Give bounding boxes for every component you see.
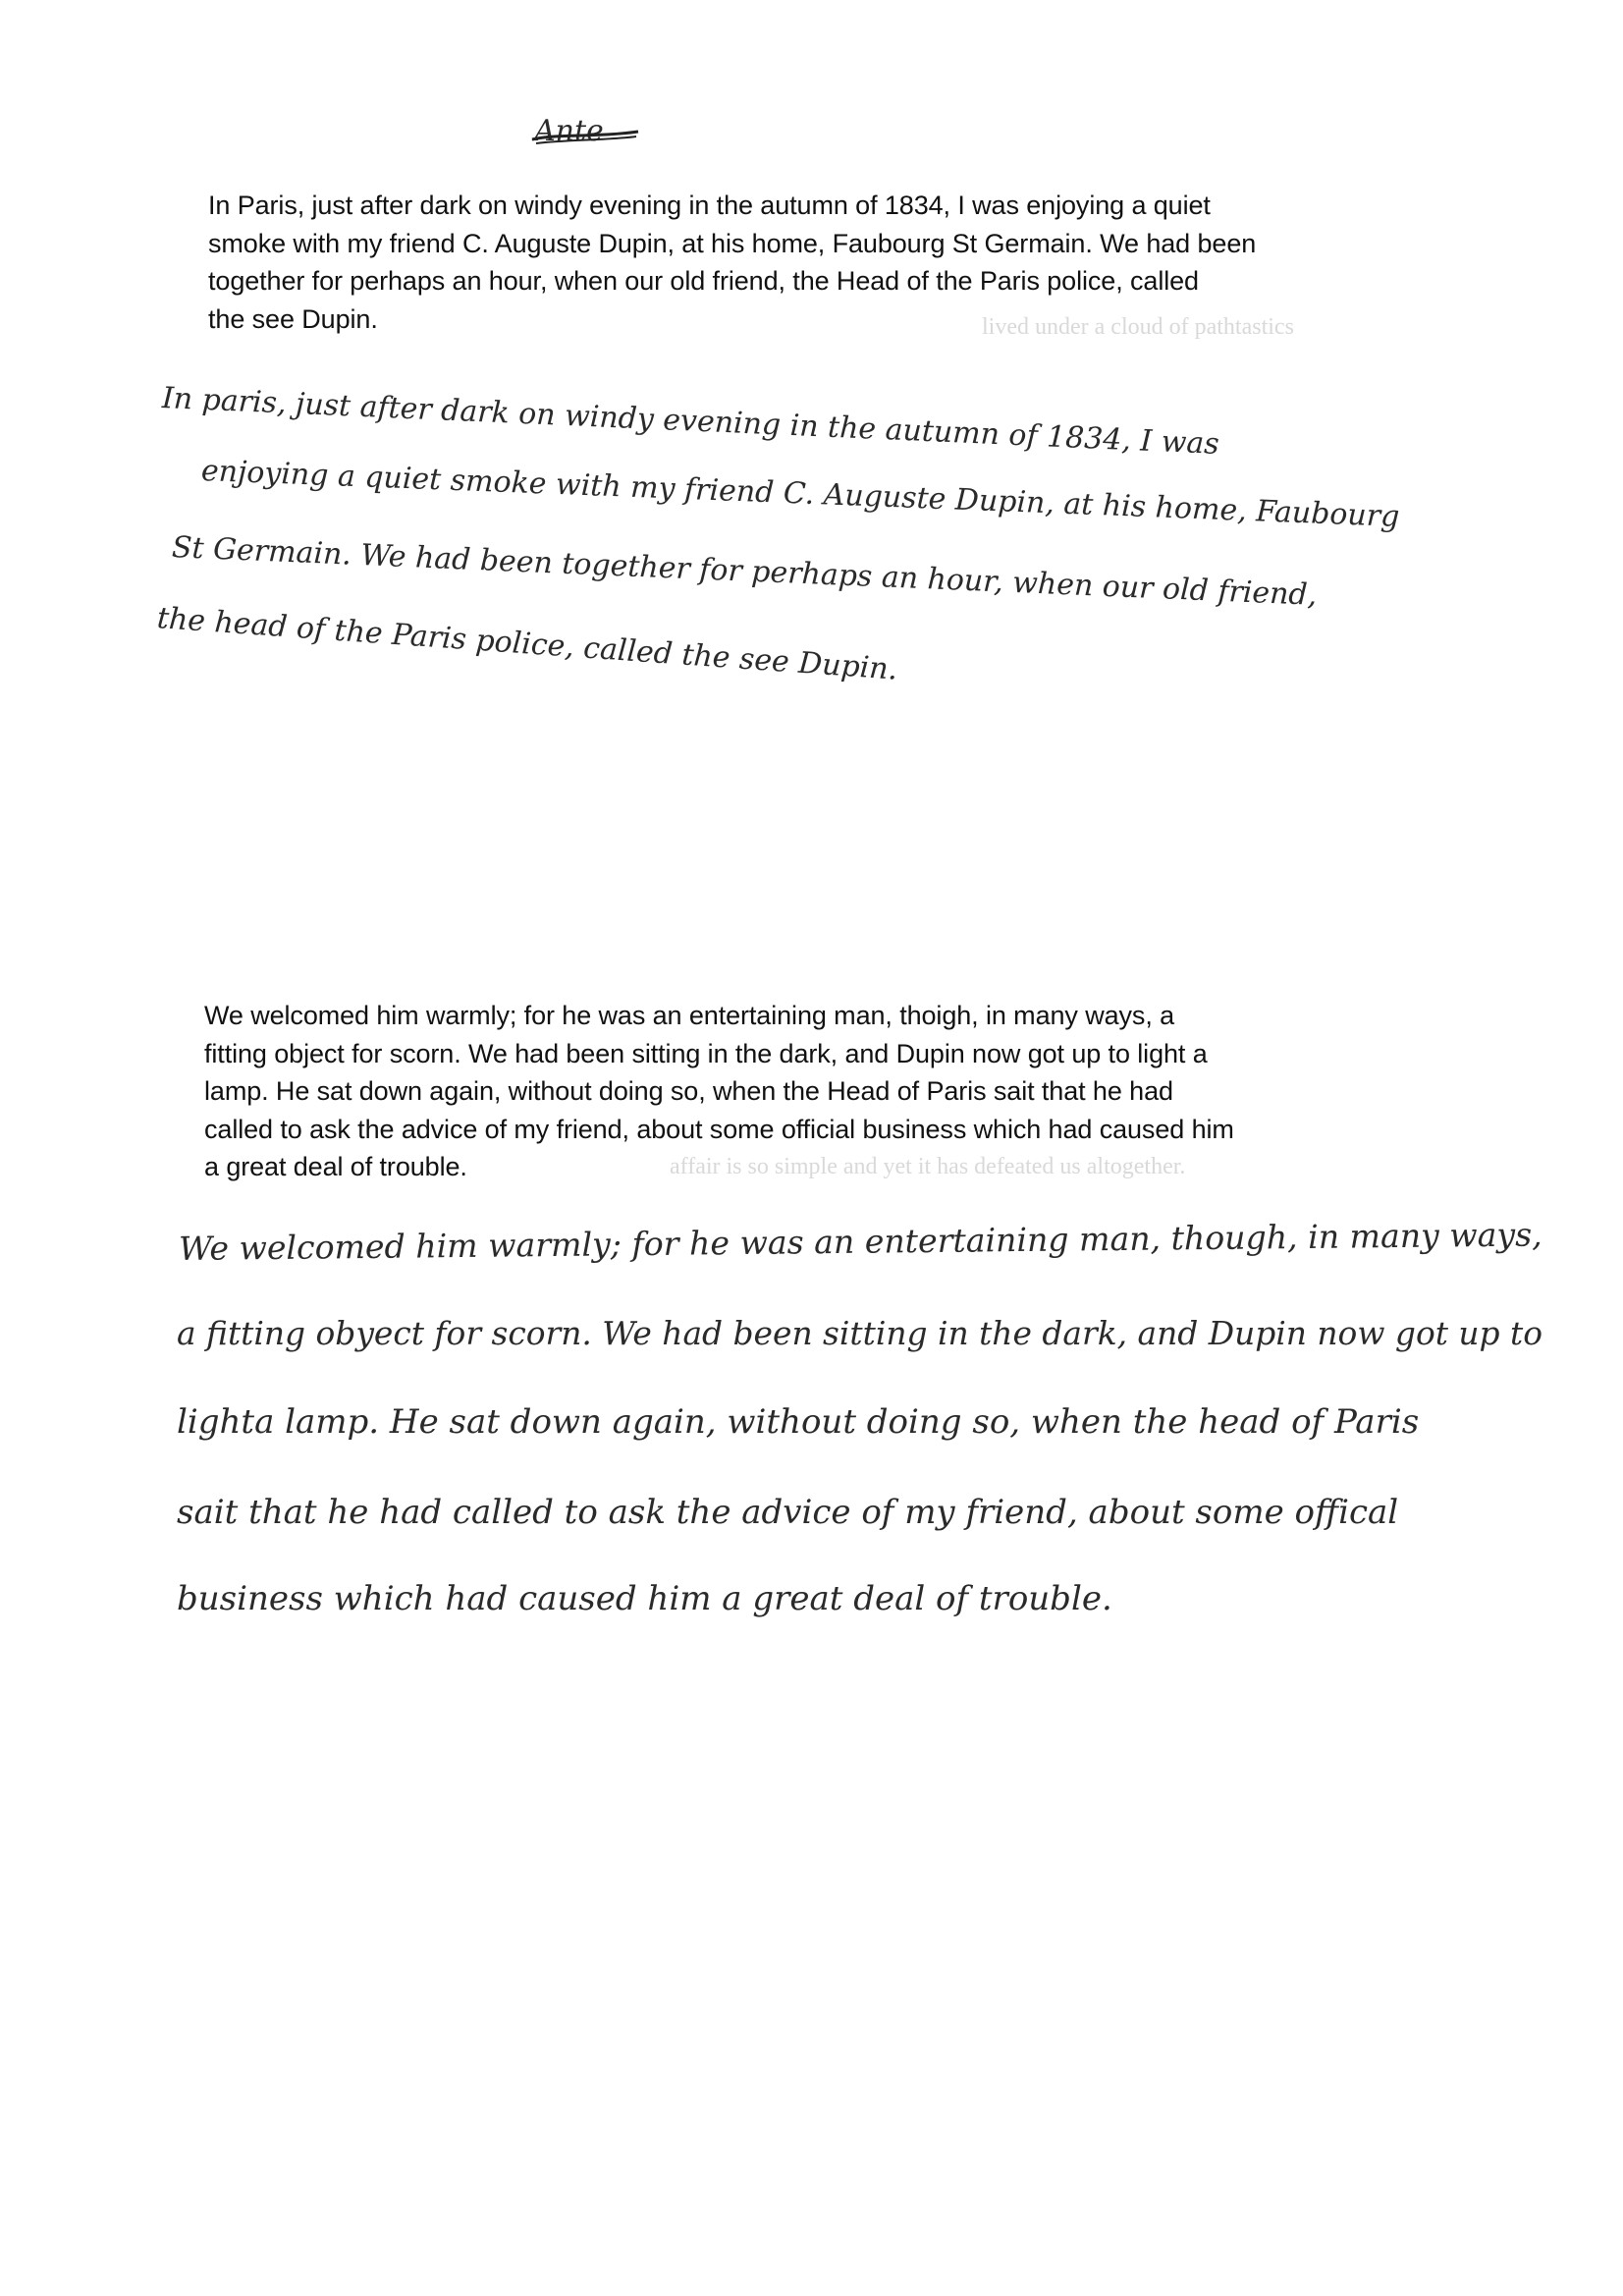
handwritten-line: business which had caused him a great deal of trouble. xyxy=(177,1579,1112,1618)
handwritten-line: We welcomed him warmly; for he was an entertaining man, though, in many ways, xyxy=(178,1215,1542,1268)
handwritten-line: enjoying a quiet smoke with my friend C. Auguste Dupin, at his home, Faubourg xyxy=(200,454,1400,534)
handwritten-line: St Germain. We had been together for perhaps an hour, when our old friend, xyxy=(171,530,1318,613)
handwritten-line: a fitting obyect for scorn. We had been sitting in the dark, and Dupin now got up to xyxy=(177,1314,1543,1352)
typed-passage-1: In Paris, just after dark on windy evening in the autumn of 1834, I was enjoying a quiet smoke with my friend C. Auguste Dupin, at his home, Faubourg St Germain. We had been together for perhaps an hour, when our old friend, the Head of the Paris police, called the see Dupin. xyxy=(208,191,1257,334)
handwritten-line: the head of the Paris police, called the see Dupin. xyxy=(155,601,899,687)
crossed-out-word-text: Ante xyxy=(534,114,604,148)
handwritten-line: sait that he had called to ask the advice of my friend, about some offical xyxy=(177,1493,1399,1532)
crossed-out-word xyxy=(528,110,646,157)
strike-line xyxy=(528,110,646,157)
handwritten-line: lighta lamp. He sat down again, without doing so, when the head of Paris xyxy=(177,1402,1420,1442)
handwritten-line: In paris, just after dark on windy evening in the autumn of 1834, I was xyxy=(161,381,1220,462)
typed-passage-2: We welcomed him warmly; for he was an entertaining man, thoigh, in many ways, a fitting object for scorn. We had been sitting in the dark, and Dupin now got up to light a lamp. He sat down again, without doing so, when the Head of Paris sait that he had called to ask the advice of my friend, about some official business which had caused him a great deal of trouble. xyxy=(204,1001,1234,1181)
show-through-text-a: lived under a cloud of pathtastics xyxy=(982,314,1294,340)
show-through-text-b: affair is so simple and yet it has defeated us altogether. xyxy=(670,1154,1186,1179)
